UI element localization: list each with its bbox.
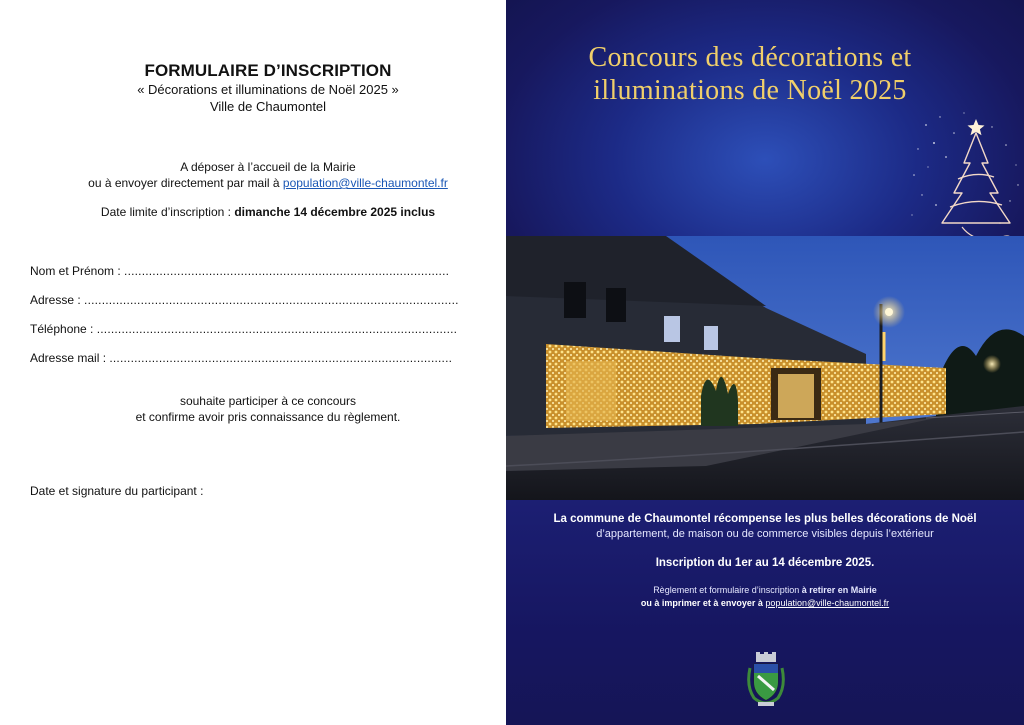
name-field-dots: ............................................................................................ xyxy=(124,264,450,278)
poster-text-rules xyxy=(506,585,1024,595)
form-city: Ville de Chaumontel xyxy=(209,99,327,114)
illuminated-building-photo xyxy=(506,236,1024,500)
deadline-line xyxy=(0,205,536,219)
poster-title-line-1: Concours des décorations et xyxy=(588,42,912,73)
rules-prefix: Règlement et formulaire d’inscription xyxy=(653,585,802,595)
signature-label: Date et signature du participant : xyxy=(30,484,204,498)
phone-field-dots: ...................................................................................................... xyxy=(96,322,458,336)
deadline-date: dimanche 14 décembre 2025 inclus xyxy=(234,205,436,219)
confirm-line-2: et confirme avoir pris connaissance du règlement. xyxy=(135,410,401,424)
email-field-dots: ................................................................................................. xyxy=(109,351,453,365)
rules-bold: à retirer en Mairie xyxy=(801,585,877,595)
email-field-label: Adresse mail : xyxy=(30,351,110,365)
contest-poster xyxy=(506,0,1024,725)
deposit-line: A déposer à l’accueil de la Mairie xyxy=(180,160,356,174)
email-field[interactable] xyxy=(30,351,452,365)
confirm-line-1: souhaite participer à ce concours xyxy=(179,394,357,408)
poster-email-link[interactable]: population@ville-chaumontel.fr xyxy=(765,598,890,608)
email-link[interactable]: population@ville-chaumontel.fr xyxy=(282,176,448,190)
town-crest-icon xyxy=(744,650,788,708)
name-field[interactable] xyxy=(30,264,449,278)
email-line xyxy=(0,176,536,190)
poster-title-line-2: illuminations de Noël 2025 xyxy=(593,75,907,106)
address-field-label: Adresse : xyxy=(30,293,85,307)
name-field-label: Nom et Prénom : xyxy=(30,264,125,278)
email-line-prefix: ou à envoyer directement par mail à xyxy=(88,176,283,190)
deadline-prefix: Date limite d’inscription : xyxy=(100,205,235,219)
address-field-dots: .......................................................................................................... xyxy=(84,293,459,307)
form-subtitle: « Décorations et illuminations de Noël 2025 » xyxy=(137,82,399,97)
poster-text-dates: Inscription du 1er au 14 décembre 2025. xyxy=(655,557,875,569)
form-title: FORMULAIRE D’INSCRIPTION xyxy=(144,61,392,80)
phone-field-label: Téléphone : xyxy=(30,322,97,336)
poster-text-categories: d’appartement, de maison ou de commerce visibles depuis l’extérieur xyxy=(596,528,934,540)
christmas-tree-icon xyxy=(906,105,1024,255)
registration-form xyxy=(0,0,506,725)
poster-text-reward: La commune de Chaumontel récompense les plus belles décorations de Noël xyxy=(553,513,977,525)
poster-text-email-line xyxy=(506,598,1024,608)
email-line-bold: ou à imprimer et à envoyer à xyxy=(640,598,766,608)
phone-field[interactable] xyxy=(30,322,457,336)
address-field[interactable] xyxy=(30,293,459,307)
